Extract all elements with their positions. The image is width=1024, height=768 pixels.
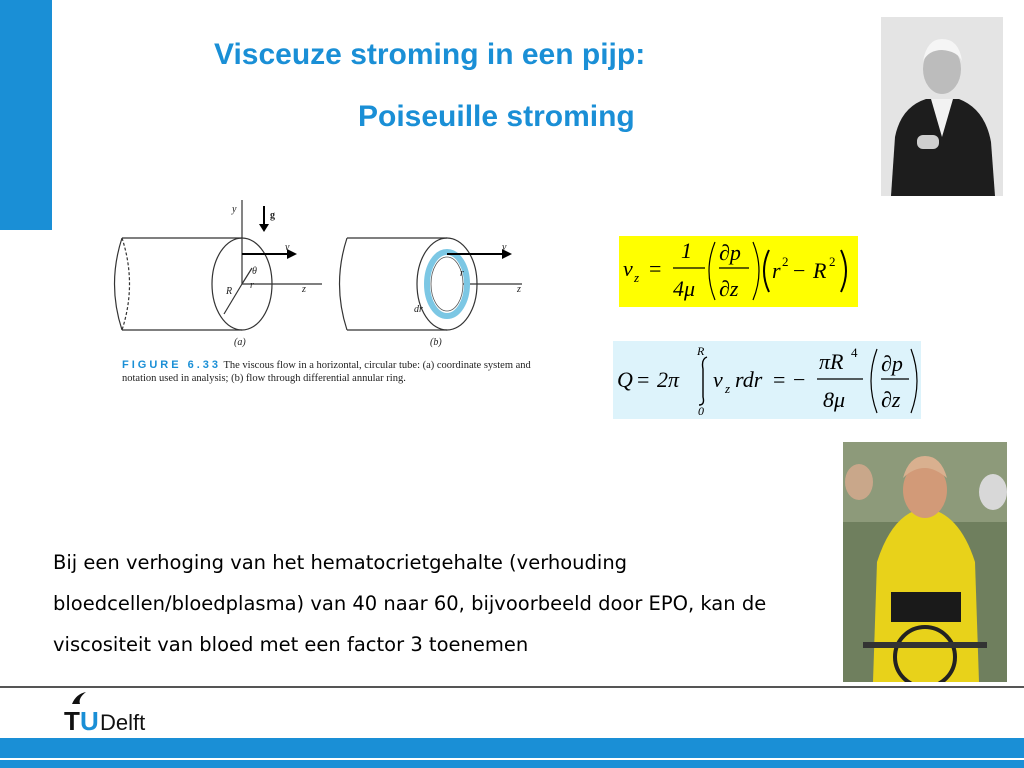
logo-delft: Delft xyxy=(100,710,146,735)
eq2-lhs: Q xyxy=(617,367,633,392)
flowrate-equation xyxy=(613,341,921,419)
eq2-rest: rdr xyxy=(735,367,763,392)
label-dr: dr xyxy=(414,304,423,315)
label-r-a: r xyxy=(250,280,254,291)
eq2-lower: 0 xyxy=(698,404,704,418)
velocity-equation xyxy=(619,236,858,307)
body-line1: Bij een verhoging van het hematocrietgehalte (verhouding xyxy=(53,551,628,574)
label-g: g xyxy=(270,210,275,221)
logo-u: U xyxy=(80,706,99,736)
slide-title-line1: Visceuze stroming in een pijp: xyxy=(214,38,646,71)
label-z-b: z xyxy=(517,284,521,295)
body-text xyxy=(53,542,813,665)
label-r-b: r xyxy=(460,268,464,279)
eq2-coef: 2π xyxy=(657,367,680,392)
eq2-d-num: ∂p xyxy=(881,351,903,376)
label-a: (a) xyxy=(234,337,246,348)
eq2-integrand: v xyxy=(713,367,723,392)
eq1-equals: = xyxy=(649,256,662,281)
eq2-integrand-sub: z xyxy=(725,381,731,396)
figure-caption-label: FIGURE 6.33 xyxy=(122,359,222,371)
eq1-r: r xyxy=(772,258,781,283)
footer-bar xyxy=(0,738,1024,768)
figure-caption-text: The viscous flow in a horizontal, circular tube: (a) coordinate system and notation used in analysis; (b) flow through differential annular ring. xyxy=(122,360,531,384)
label-b: (b) xyxy=(430,337,442,348)
eq1-lhs-sub: z xyxy=(634,270,640,285)
body-line3: viscositeit van bloed met een factor 3 toenemen xyxy=(53,633,529,656)
label-y: y xyxy=(232,204,237,215)
cyclist-photo xyxy=(843,442,1007,682)
eq2-equals: = xyxy=(637,367,650,392)
eq1-d-den: ∂z xyxy=(719,276,739,301)
portrait-photo xyxy=(881,17,1003,196)
label-vz-a: v xyxy=(285,242,290,253)
slide-title-line2: Poiseuille stroming xyxy=(358,100,635,133)
eq2-upper: R xyxy=(697,344,705,358)
eq1-exp2: 2 xyxy=(829,254,836,269)
footer-rule xyxy=(0,686,1024,688)
eq1-R: R xyxy=(813,258,827,283)
accent-bar xyxy=(0,0,52,230)
label-theta: θ xyxy=(252,266,257,277)
eq1-frac-den: 4μ xyxy=(673,276,696,301)
label-vz-b: v xyxy=(502,242,507,253)
footer-stripe xyxy=(0,758,1024,760)
tu-delft-flame-icon xyxy=(64,690,174,736)
eq1-minus: − xyxy=(793,258,806,283)
tu-delft-logo xyxy=(64,690,174,736)
label-z-a: z xyxy=(302,284,306,295)
label-R: R xyxy=(226,286,233,297)
eq2-frac-num: πR xyxy=(819,349,844,374)
logo-t: T xyxy=(64,706,80,736)
eq1-lhs: v xyxy=(623,256,633,281)
eq1-exp1: 2 xyxy=(782,254,789,269)
figure-caption xyxy=(122,359,532,385)
eq2-frac-den: 8μ xyxy=(823,387,846,412)
eq1-frac-num: 1 xyxy=(681,238,692,263)
eq2-minus: − xyxy=(793,367,806,392)
eq2-d-den: ∂z xyxy=(881,387,901,412)
eq2-equals2: = xyxy=(773,367,786,392)
eq2-frac-exp: 4 xyxy=(851,345,858,360)
eq1-d-num: ∂p xyxy=(719,240,741,265)
body-line2: bloedcellen/bloedplasma) van 40 naar 60, bijvoorbeeld door EPO, kan de xyxy=(53,592,767,615)
